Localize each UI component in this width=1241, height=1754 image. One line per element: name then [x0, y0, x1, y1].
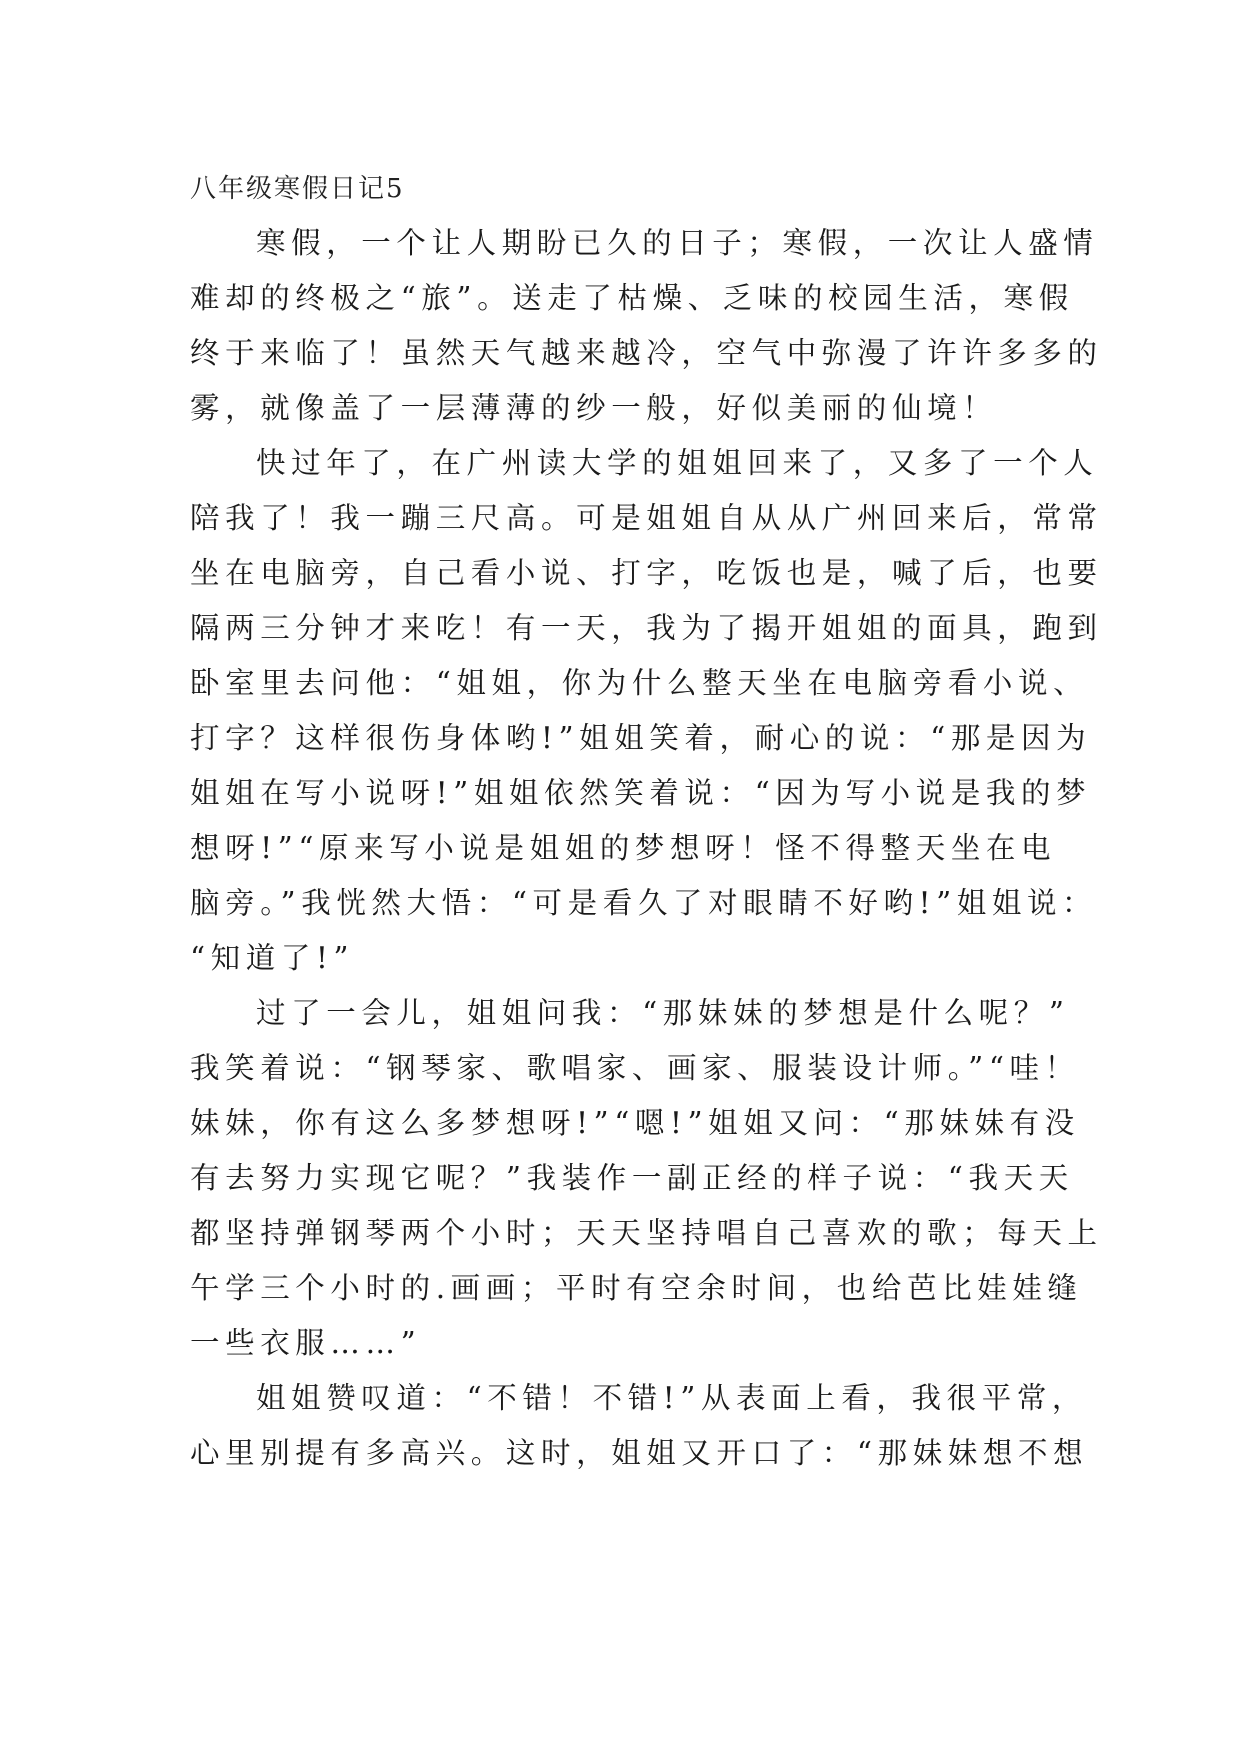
text-line: 姐姐赞叹道：“不错！不错!”从表面上看，我很平常， — [256, 1381, 1088, 1415]
text-line: 想呀!”“原来写小说是姐姐的梦想呀！怪不得整天坐在电 — [190, 831, 1057, 865]
text-line: 姐姐在写小说呀!”姐姐依然笑着说：“因为写小说是我的梦 — [190, 776, 1092, 810]
text-line: 难却的终极之“旅”。送走了枯燥、乏味的校园生活，寒假 — [190, 281, 1074, 315]
text-line: 有去努力实现它呢？”我装作一副正经的样子说：“我天天 — [190, 1161, 1074, 1195]
text-line: “知道了!” — [190, 941, 355, 975]
text-line: 陪我了！我一蹦三尺高。可是姐姐自从从广州回来后，常常 — [190, 501, 1103, 535]
text-line: 坐在电脑旁，自己看小说、打字，吃饭也是，喊了后，也要 — [190, 556, 1103, 590]
text-line: 雾，就像盖了一层薄薄的纱一般，好似美丽的仙境！ — [190, 391, 998, 425]
text-line: 脑旁。”我恍然大悟：“可是看久了对眼睛不好哟!”姐姐说： — [190, 886, 1098, 920]
text-line: 卧室里去问他：“姐姐，你为什么整天坐在电脑旁看小说、 — [190, 666, 1089, 700]
text-line: 都坚持弹钢琴两个小时；天天坚持唱自己喜欢的歌；每天上 — [190, 1216, 1103, 1250]
text-line: 过了一会儿，姐姐问我：“那妹妹的梦想是什么呢？” — [256, 996, 1070, 1030]
text-line: 心里别提有多高兴。这时，姐姐又开口了：“那妹妹想不想 — [190, 1436, 1089, 1470]
text-line: 妹妹，你有这么多梦想呀!”“嗯!”姐姐又问：“那妹妹有没 — [190, 1106, 1080, 1140]
document-title: 八年级寒假日记5 — [190, 174, 405, 204]
text-line: 隔两三分钟才来吃！有一天，我为了揭开姐姐的面具，跑到 — [190, 611, 1103, 645]
text-line: 快过年了，在广州读大学的姐姐回来了，又多了一个人 — [256, 446, 1099, 480]
text-line: 寒假，一个让人期盼已久的日子；寒假，一次让人盛情 — [256, 226, 1099, 260]
text-line: 午学三个小时的.画画；平时有空余时间，也给芭比娃娃缝 — [190, 1271, 1083, 1305]
text-line: 我笑着说：“钢琴家、歌唱家、画家、服装设计师。”“哇！ — [190, 1051, 1080, 1085]
text-line: 终于来临了！虽然天气越来越冷，空气中弥漫了许许多多的 — [190, 336, 1103, 370]
text-line: 打字？这样很伤身体哟!”姐姐笑着，耐心的说：“那是因为 — [190, 721, 1092, 755]
text-line: 一些衣服……” — [190, 1326, 422, 1360]
